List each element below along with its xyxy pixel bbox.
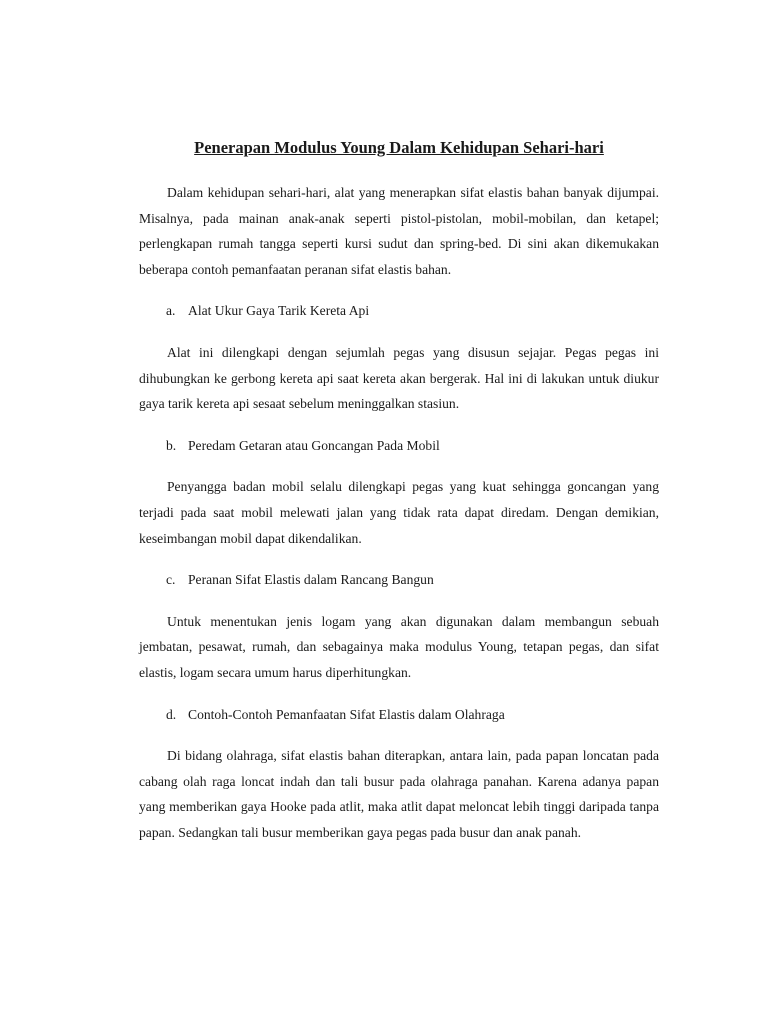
document-title: Penerapan Modulus Young Dalam Kehidupan Sehari-hari	[194, 138, 604, 157]
spacer	[139, 417, 659, 433]
spacer	[139, 324, 659, 340]
spacer	[139, 727, 659, 743]
spacer	[139, 593, 659, 609]
section-marker: b.	[166, 437, 177, 453]
spacer	[139, 458, 659, 474]
section-marker: a.	[166, 303, 176, 319]
intro-paragraph: Dalam kehidupan sehari-hari, alat yang menerapkan sifat elastis bahan banyak dijumpai. Misalnya, pada mainan anak-anak seperti pistol-pistolan, mobil-mobilan, dan ketapel; perlengkapan rumah tangga seperti kursi sudut dan spring-bed. Di sini akan dikemukakan beberapa contoh pemanfaatan peranan sifat elastis bahan.	[139, 185, 659, 277]
section-heading-text: Alat Ukur Gaya Tarik Kereta Api	[188, 303, 370, 319]
spacer	[139, 282, 659, 298]
section-paragraph-c: Untuk menentukan jenis logam yang akan digunakan dalam membangun sebuah jembatan, pesawat, rumah, dan sebagainya maka modulus Young, tetapan pegas, dan sifat elastis, logam secara umum harus diperhitungkan.	[139, 613, 659, 680]
section-marker: d.	[166, 706, 177, 722]
document-content	[139, 136, 659, 845]
section-heading-b	[139, 433, 659, 459]
section-paragraph-b: Penyangga badan mobil selalu dilengkapi pegas yang kuat sehingga goncangan yang terjadi pada saat mobil melewati jalan yang tidak rata dapat diredam. Dengan demikian, keseimbangan mobil dapat dikendalikan.	[139, 479, 659, 546]
section-heading-a	[139, 298, 659, 324]
section-marker: c.	[166, 572, 176, 588]
spacer	[139, 551, 659, 567]
spacer	[139, 686, 659, 702]
section-heading-d	[139, 702, 659, 728]
section-paragraph-d: Di bidang olahraga, sifat elastis bahan diterapkan, antara lain, pada papan loncatan pada cabang olah raga loncat indah dan tali busur pada olahraga panahan. Karena adanya papan yang memberikan gaya Hooke pada atlit, maka atlit dapat meloncat lebih tinggi daripada tanpa papan. Sedangkan tali busur memberikan gaya pegas pada busur dan anak panah.	[139, 748, 659, 840]
section-heading-text: Contoh-Contoh Pemanfaatan Sifat Elastis dalam Olahraga	[188, 706, 505, 722]
section-heading-c	[139, 567, 659, 593]
section-heading-text: Peredam Getaran atau Goncangan Pada Mobil	[188, 437, 440, 453]
section-paragraph-a: Alat ini dilengkapi dengan sejumlah pegas yang disusun sejajar. Pegas pegas ini dihubungkan ke gerbong kereta api saat kereta akan bergerak. Hal ini di lakukan untuk diukur gaya tarik kereta api sesaat sebelum meninggalkan stasiun.	[139, 344, 659, 412]
section-heading-text: Peranan Sifat Elastis dalam Rancang Bangun	[188, 572, 434, 588]
